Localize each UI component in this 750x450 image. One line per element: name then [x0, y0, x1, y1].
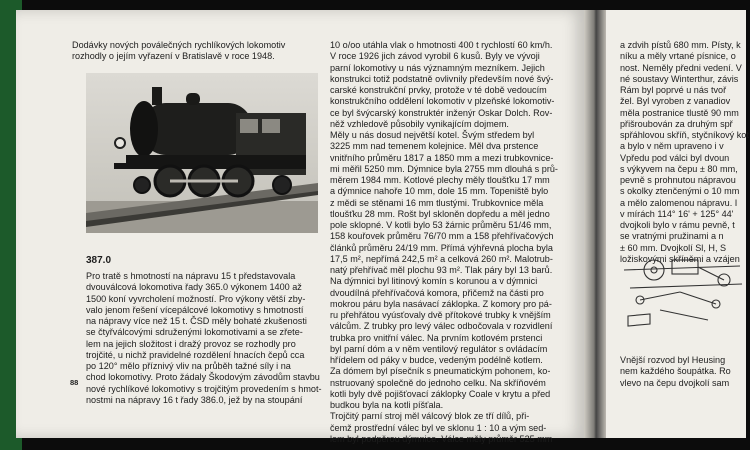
text-line: konstrukčního oddělení lokomotiv v plzeňské lokomotiv- — [330, 96, 555, 107]
text-line: né soustavy Winterthur, závis — [620, 73, 739, 84]
column-two-text — [330, 40, 566, 445]
text-line: Na dýmnici byl litinový komín s korunou a v dýmnici — [330, 276, 538, 287]
text-line: válcům. Z trubky pro levý válec odbočovala v rozvidlení — [330, 321, 553, 332]
text-line: ce byl švýcarský konstruktér inženýr Oskar Dolch. Rov- — [330, 107, 553, 118]
text-line: budkou byla na kotli píšťala. — [330, 400, 444, 410]
text-line: dvouválcová lokomotiva řady 365.0 výkonem 1400 až — [86, 282, 302, 293]
text-line: lem byl podpěrou dýmnice. Válce měly průměr 525 mm — [330, 433, 553, 444]
text-line: tloušťku 28 mm. Rošt byl skloněn dopředu a měl jedno — [330, 208, 550, 219]
right-page-bottom-text — [620, 355, 750, 389]
text-line: přišroubován za druhým spř — [620, 118, 733, 129]
text-line: valo jenom řešení vícepálcové lokomotivy s hmotností — [86, 304, 304, 315]
text-line: s výkyvem na čepu ± 80 mm, — [620, 163, 738, 174]
text-line: dvojkoli bylo v rámu pevně, t — [620, 220, 735, 230]
text-line: měla postranice tlustě 90 mm — [620, 107, 739, 118]
text-line: pevně s prohnutou nápravou — [620, 175, 736, 185]
text-line: na nápravy více než 15 t. ČSD měly bohaté zkušenosti — [86, 316, 307, 326]
text-line: měrem 1984 mm. Kotlové plechy měly tloušťku 17 mm — [330, 175, 550, 185]
page-number: 88 — [70, 378, 79, 387]
text-line: Měly u nás dosud největší kotel. Švým středem byl — [330, 130, 535, 140]
text-line: nost. Neměly předni vedení. V — [620, 62, 742, 73]
text-line: a mělo zalomenou nápravu. I — [620, 197, 738, 208]
text-line: 17,5 m², nepřímá 242,5 m² a celková 260 m². Malotrub- — [330, 253, 553, 264]
text-line: nem každého šoupátka. Ro — [620, 366, 731, 377]
text-line: z mědi se stěnami 16 mm tlustými. Trubkovnice měla — [330, 197, 544, 208]
text-line: se čtyřválcovými sdruženými lokomotivami a se zřete- — [86, 327, 303, 338]
text-line: v mírách 114° 16' + 125° 44' — [620, 208, 734, 219]
text-line: trubka pro vnitřní válec. Na prvním kotlovém prstenci — [330, 332, 543, 343]
text-line: trojčité, u nichž pravidelné rozdělení hnacích čepů cca — [86, 349, 305, 360]
locomotive-photo — [86, 73, 318, 233]
text-line: níku a měly vrtané písnice, o — [620, 51, 736, 62]
text-line: se vratnými pružinami a n — [620, 231, 724, 242]
right-page-text — [620, 40, 750, 265]
text-line: článků průměru 24/19 mm. Přímá výhřevná plocha byla — [330, 242, 553, 253]
text-line: ± 60 mm. Dvojkolí Sl, H, S — [620, 242, 727, 253]
text-line: a zdvih pístů 680 mm. Písty, k — [620, 40, 741, 50]
text-line: a dýmnice nahoře 10 mm, dole 15 mm. Topeniště bylo — [330, 186, 549, 197]
text-line: mi měřil 5250 mm. Dýmnice byla 2755 mm dlouhá s prů- — [330, 163, 558, 174]
text-line: nostmi na nápravy 16 t řady 386.0, jež by na stoupání — [86, 394, 303, 405]
intro-text — [72, 40, 320, 63]
valve-gear-drawing — [620, 240, 750, 332]
text-line: lem na jejich složitost i dražý provoz se rozhodly pro — [86, 338, 296, 349]
locomotive-illustration — [86, 73, 318, 233]
text-line: 3225 mm nad temenem kolejnice. Měl dva prstence — [330, 141, 539, 152]
section-heading: 387.0 — [86, 255, 112, 266]
text-line: něž vzhledově působily vynikajícím dojmem. — [330, 118, 509, 129]
technical-drawing-illustration — [620, 240, 750, 332]
text-line: 158 kouřovek průměru 76/70 mm a 158 přehřívačových — [330, 231, 554, 242]
text-line: parní lokomotivy u nás významným mezníkem. Jejich — [330, 62, 545, 73]
text-line: 10 o/oo utáhla vlak o hmotnosti 400 t rychlostí 60 km/h. — [330, 40, 553, 50]
text-line: hřídelem od páky v budce, vedeným podélně kotlem. — [330, 355, 543, 365]
text-line: a bylo v něm upraveno i v — [620, 141, 724, 152]
text-line: vlevo na čepu dvojkolí sam — [620, 377, 730, 388]
text-line: žel. Byl vyroben z vanadiov — [620, 96, 731, 107]
text-line: Trojčitý parní stroj měl válcový blok ze tří dílů, při- — [330, 411, 530, 422]
text-line: po 120° mělo příznivý vliv na průběh tažné síly i na — [86, 361, 291, 371]
text-line: Pro tratě s hmotností na nápravu 15 t představovala — [86, 271, 296, 281]
book-gutter — [584, 10, 606, 438]
text-line: rozhodly o jejím vyřazení v Bratislavě v roce 1948. — [72, 51, 275, 62]
text-line: ložiskovými skříněmi a vzájen — [620, 253, 740, 264]
text-line: Vpředu pod válci byl dvoun — [620, 152, 730, 163]
text-line: kotli byly dvě pojišťovací záklopky Coale v krytu a před — [330, 388, 551, 399]
text-line: konstrukci totiž podstatně ovlivnily především nové švý- — [330, 73, 554, 84]
text-line: čemž prostřední válec byl ve sklonu 1 : 10 a vým sed- — [330, 422, 547, 433]
text-line: s okolky ztenčenými o 10 mm — [620, 186, 740, 197]
text-line: natý přehřívač měl plochu 93 m². Tlak páry byl 13 barů. — [330, 265, 553, 275]
text-line: mokrou páru byla nasávací záklopka. Z komory pro pá- — [330, 298, 552, 309]
text-line: Vnější rozvod byl Heusing — [620, 355, 726, 365]
text-line: Rám byl poprvé u nás tvoř — [620, 85, 727, 95]
text-line: Za dómem byl písečník s pneumatickým pohonem, ko- — [330, 366, 551, 377]
text-line: V roce 1926 jich závod vyrobil 6 kusů. Byly ve vývoji — [330, 51, 540, 62]
text-line: Dodávky nových poválečných rychlíkových lokomotiv — [72, 40, 286, 50]
text-line: nstruovaný společně do jednoho celku. Na skříňovém — [330, 377, 546, 388]
text-line: 1500 koní vyvrcholení možností. Pro výkony větší zby- — [86, 293, 306, 304]
text-line: ru přehřátou vyúsťovaly dvě přítokové trubky k vnějším — [330, 310, 551, 320]
text-line: dvoudílná přehřívačová komora, přičemž na části pro — [330, 287, 544, 298]
text-line: vnitřního průměru 1817 a 1850 mm a mezi trubkovnice- — [330, 152, 554, 163]
text-line: byl parní dóm a v něm ventilový regulátor s ovládacím — [330, 343, 548, 354]
text-line: nové rychlíkové lokomotivy s trojčitým provedením s hmot- — [86, 383, 322, 394]
section-text — [86, 271, 322, 406]
text-line: spřáhlovou skříň, styčníkový kot — [620, 130, 749, 140]
text-line: chod lokomotivy. Proto žádaly Škodovým závodům stavbu — [86, 372, 320, 383]
text-line: pole sklopné. V kotli bylo 53 žárnic průměru 51/46 mm, — [330, 220, 552, 230]
text-line: carské konstrukční prvky, protože v té době vedoucím — [330, 85, 547, 95]
